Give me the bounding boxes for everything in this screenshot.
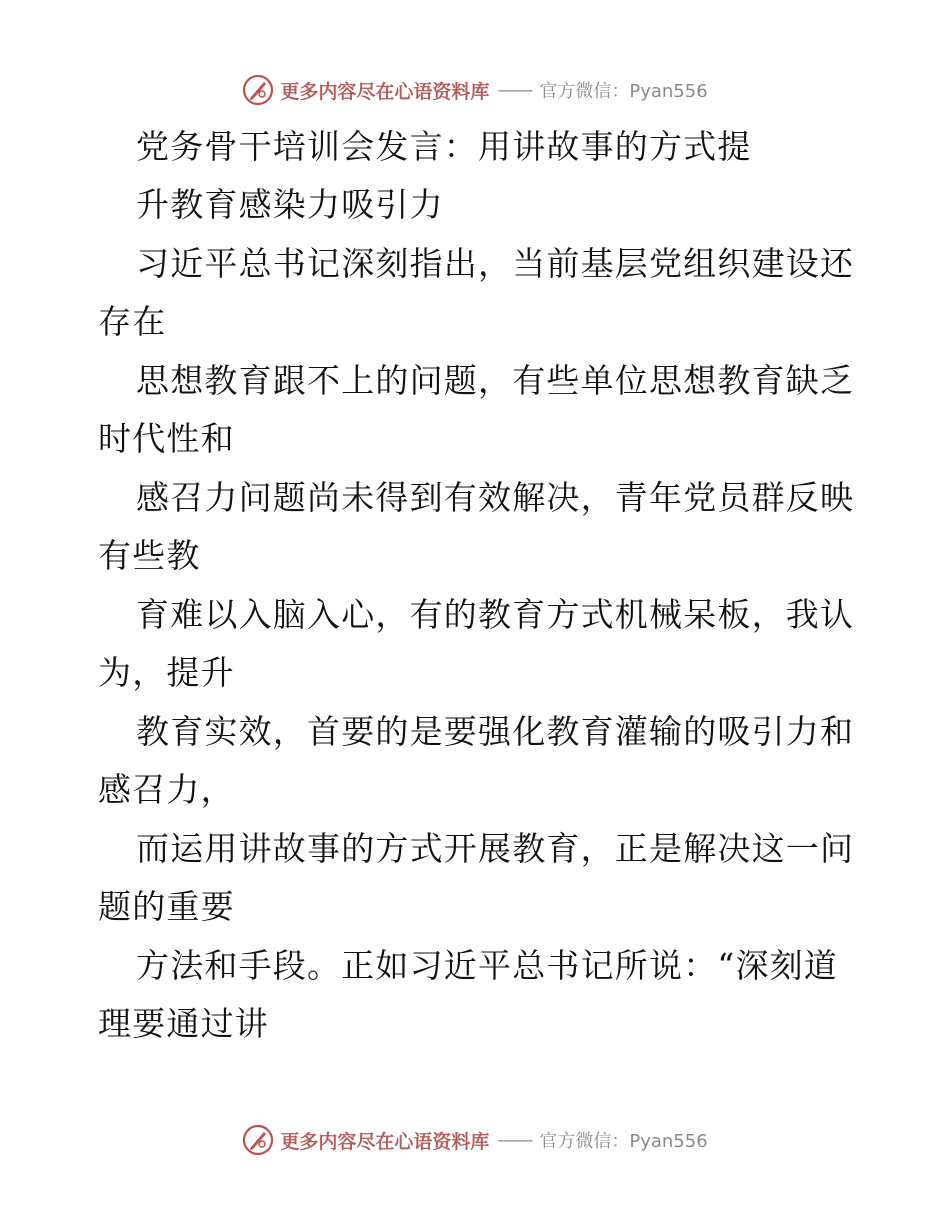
paragraph-line: 而运用讲故事的方式开展教育，正是解决这一问	[136, 829, 855, 868]
paragraph-line: 为，提升	[98, 653, 235, 692]
paragraph-line: 习近平总书记深刻指出，当前基层党组织建设还	[136, 244, 855, 283]
banner-dash: ——	[497, 79, 532, 101]
paragraph-line: 理要通过讲	[98, 1004, 269, 1043]
banner-dash: ——	[497, 1129, 532, 1151]
paragraph-line: 时代性和	[98, 419, 235, 458]
document-title-line-1: 党务骨干培训会发言：用讲故事的方式提	[136, 127, 752, 166]
paragraph-line: 感召力问题尚未得到有效解决，青年党员群反映	[136, 478, 855, 517]
document-title-line-2: 升教育感染力吸引力	[136, 185, 444, 224]
quill-pen-logo-icon	[242, 1124, 274, 1156]
wechat-contact-text: 官方微信：Pyan556	[539, 81, 708, 102]
wechat-contact-text: 官方微信：Pyan556	[539, 1131, 708, 1152]
quill-pen-logo-icon	[242, 74, 274, 106]
paragraph-line: 育难以入脑入心，有的教育方式机械呆板，我认	[136, 595, 855, 634]
paragraph-line: 存在	[98, 302, 167, 341]
footer-watermark-banner	[0, 1120, 950, 1160]
paragraph-line: 方法和手段。正如习近平总书记所说：“深刻道	[136, 946, 839, 985]
paragraph-line: 教育实效，首要的是要强化教育灌输的吸引力和	[136, 712, 855, 751]
paragraph-line: 有些教	[98, 536, 201, 575]
paragraph-line: 题的重要	[98, 887, 235, 926]
paragraph-line: 思想教育跟不上的问题，有些单位思想教育缺乏	[136, 361, 855, 400]
site-name-text: 更多内容尽在心语资料库	[280, 80, 490, 103]
site-name-text: 更多内容尽在心语资料库	[280, 1130, 490, 1153]
header-watermark-banner	[0, 70, 950, 110]
paragraph-line: 感召力，	[98, 770, 235, 809]
